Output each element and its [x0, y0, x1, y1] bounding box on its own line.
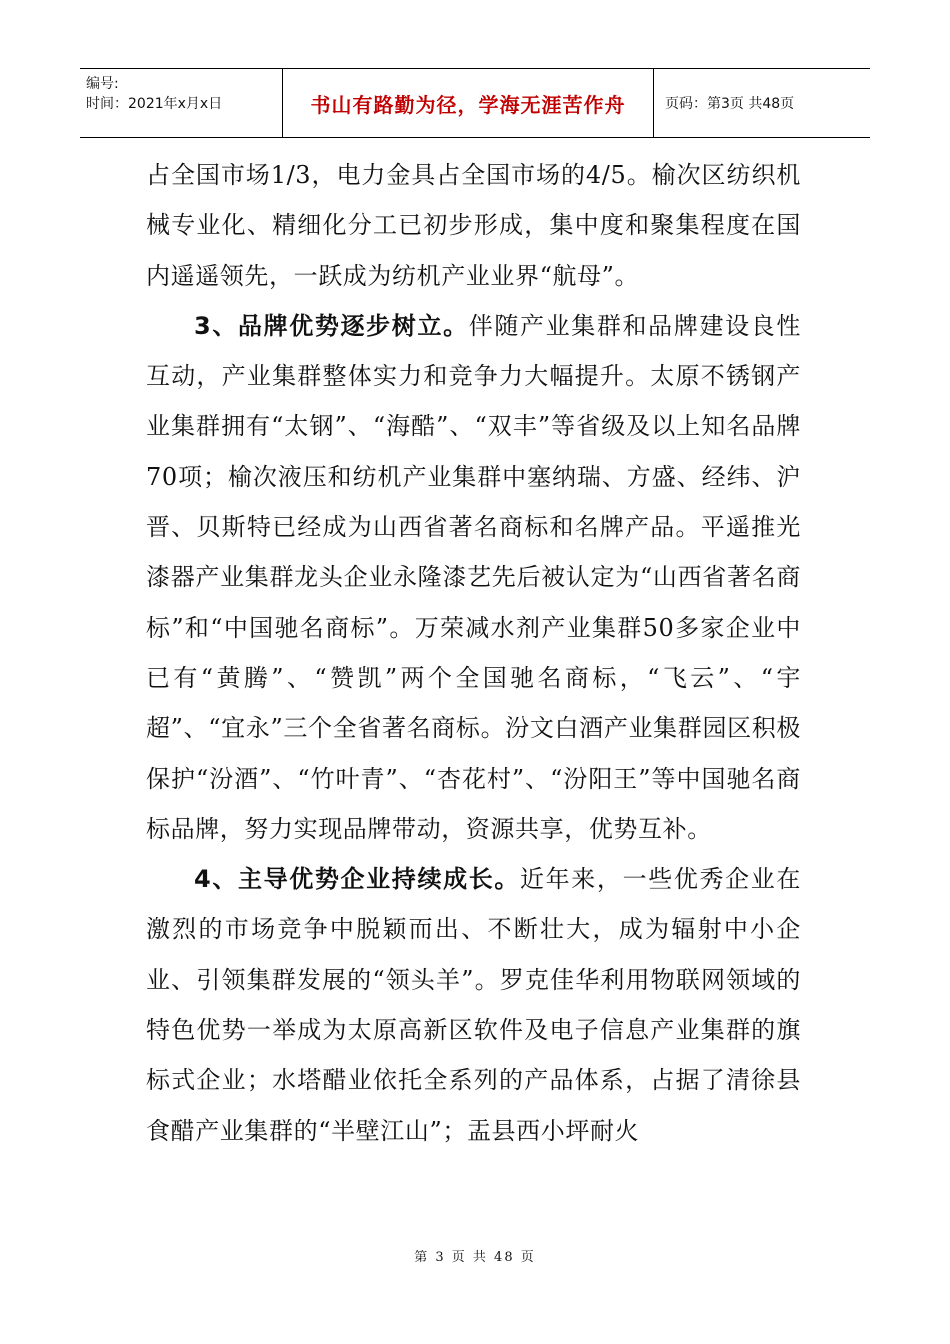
page-header: [80, 68, 870, 138]
document-body: [146, 150, 801, 1156]
header-meta: [80, 69, 282, 137]
paragraph-text: 占全国市场1/3，电力金具占全国市场的4/5。榆次区纺织机械专业化、精细化分工已初步形成，集中度和聚集程度在国内遥遥领先，一跃成为纺机产业业界“航母”。: [146, 161, 801, 290]
header-motto: 书山有路勤为径，学海无涯苦作舟: [310, 92, 626, 117]
paragraph-heading: 4、主导优势企业持续成长。: [194, 865, 521, 894]
page-footer: 第 3 页 共 48 页: [414, 1250, 536, 1265]
header-page-label: 页码：第3页 共48页: [665, 96, 795, 112]
document-time-label: 时间：2021年x月x日: [86, 96, 223, 112]
paragraph-leading-enterprises: [146, 854, 801, 1156]
header-motto-cell: [282, 69, 654, 137]
paragraph-heading: 3、品牌优势逐步树立。: [194, 311, 469, 340]
paragraph-brand-advantage: [146, 301, 801, 854]
paragraph-continued: [146, 150, 801, 301]
document-number-label: 编号:: [86, 76, 119, 92]
paragraph-text: 伴随产业集群和品牌建设良性互动，产业集群整体实力和竞争力大幅提升。太原不锈钢产业集群拥有“太钢”、“海酷”、“双丰”等省级及以上知名品牌70项；榆次液压和纺机产业集群中塞纳瑞、方盛、经纬、沪晋、贝斯特已经成为山西省著名商标和名牌产品。平遥推光漆器产业集群龙头企业永隆漆艺先后被认定为“山西省著名商标”和“中国驰名商标”。万荣减水剂产业集群50多家企业中已有“黄腾”、“赞凯”两个全国驰名商标，“飞云”、“宇超”、“宜永”三个全省著名商标。汾文白酒产业集群园区积极保护“汾酒”、“竹叶青”、“杏花村”、“汾阳王”等中国驰名商标品牌，努力实现品牌带动，资源共享，优势互补。: [146, 311, 801, 843]
paragraph-text: 近年来，一些优秀企业在激烈的市场竞争中脱颖而出、不断壮大，成为辐射中小企业、引领集群发展的“领头羊”。罗克佳华利用物联网领域的特色优势一举成为太原高新区软件及电子信息产业集群的旗标式企业；水塔醋业依托全系列的产品体系，占据了清徐县食醋产业集群的“半壁江山”；盂县西小坪耐火: [146, 865, 802, 1145]
